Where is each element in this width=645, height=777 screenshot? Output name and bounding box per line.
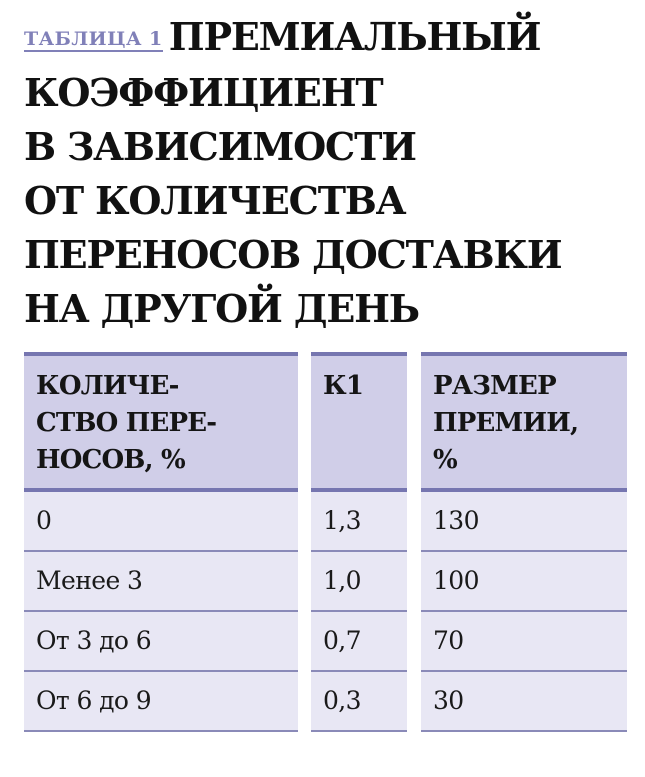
title-line-2: КОЭФФИЦИЕНТ	[24, 70, 383, 115]
table-cell: От 6 до 9	[24, 672, 298, 732]
table-label: ТАБЛИЦА 1	[24, 28, 163, 50]
table-cell: 100	[421, 552, 627, 612]
table-cell: 0	[24, 492, 298, 552]
header-line: РАЗМЕР	[433, 371, 556, 401]
column-transfers	[24, 352, 298, 732]
table-cell: Менее 3	[24, 552, 298, 612]
column-k1	[311, 352, 407, 732]
table-cell: 130	[421, 492, 627, 552]
header-line: СТВО ПЕРЕ-	[36, 408, 217, 438]
header-bonus-size	[421, 352, 627, 492]
table-cell: От 3 до 6	[24, 612, 298, 672]
header-line: К1	[323, 371, 364, 401]
table-cell: 1,3	[311, 492, 407, 552]
header-line: %	[433, 445, 457, 475]
title-line-1	[24, 10, 624, 66]
table-cell: 0,7	[311, 612, 407, 672]
table-cell: 0,3	[311, 672, 407, 732]
title-line-3: В ЗАВИСИМОСТИ	[24, 124, 416, 169]
header-line: НОСОВ, %	[36, 445, 185, 475]
table-cell: 30	[421, 672, 627, 732]
title-text: ПРЕМИАЛЬНЫЙ	[168, 14, 541, 59]
table-cell: 70	[421, 612, 627, 672]
table-title-block	[24, 10, 624, 336]
bonus-table	[24, 352, 627, 744]
title-line-6: НА ДРУГОЙ ДЕНЬ	[24, 286, 419, 331]
header-line: КОЛИЧЕ-	[36, 371, 179, 401]
page-title	[24, 10, 624, 336]
title-line-4: ОТ КОЛИЧЕСТВА	[24, 178, 406, 223]
header-k1	[311, 352, 407, 492]
header-transfers	[24, 352, 298, 492]
title-line-5: ПЕРЕНОСОВ ДОСТАВКИ	[24, 232, 562, 277]
column-bonus-size	[421, 352, 627, 732]
header-line: ПРЕМИИ,	[433, 408, 579, 438]
table-cell: 1,0	[311, 552, 407, 612]
